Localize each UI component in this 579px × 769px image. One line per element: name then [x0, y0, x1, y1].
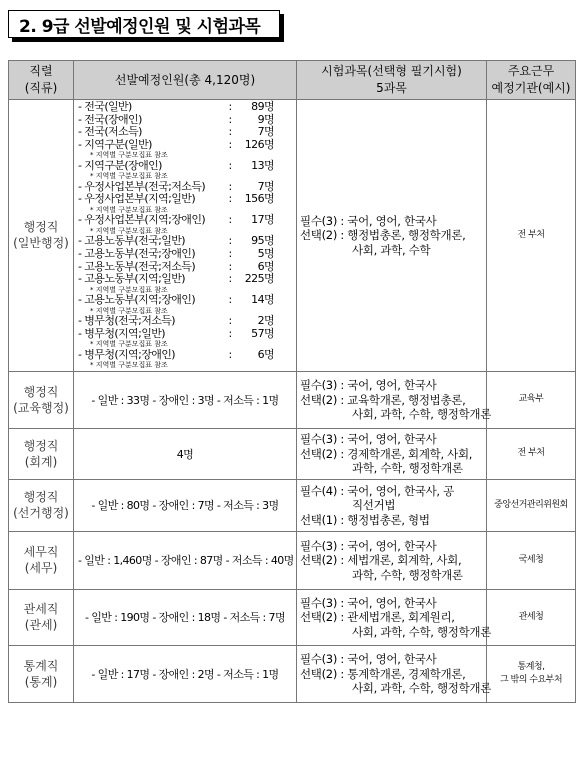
quota-cell: - 일반 : 190명 - 장애인 : 18명 - 저소득 : 7명 [74, 589, 297, 645]
job-name: 행정직 [23, 490, 59, 505]
quota-line [78, 160, 294, 173]
quota-name: - 지역구분(장애인) [78, 159, 162, 172]
quota-note: * 지역별 구분모집표 참조 [90, 226, 168, 235]
agency-name: 국세청 [518, 554, 544, 565]
quota-name: - 병무청(지역;장애인) [78, 348, 175, 361]
quota-colon: : [228, 100, 232, 113]
subject-continuation: 과학, 수학, 행정학개론 [352, 461, 463, 475]
agency-name: 그 밖의 수요부처 [499, 674, 563, 685]
header-subjects-line1: 시험과목(선택형 필기시험) [321, 64, 462, 78]
quota-colon: : [228, 259, 232, 273]
quota-note: * 지역별 구분모집표 참조 [90, 306, 168, 315]
agency-cell [487, 100, 576, 372]
agency-name: 통계청, [517, 661, 545, 672]
quota-count: 6명 [257, 259, 274, 273]
job-name: 행정직 [23, 220, 59, 235]
quota-name: - 전국(저소득) [78, 126, 142, 139]
table-row [9, 428, 576, 479]
subject-line: 선택(2) : 관세법개론, 회계원리, [300, 610, 455, 624]
quota-count: 2명 [257, 314, 274, 328]
job-name: 행정직 [23, 384, 59, 399]
subject-continuation: 사회, 과학, 수학, 행정학개론 [352, 681, 492, 695]
quota-line [78, 315, 294, 328]
agency-cell [487, 479, 576, 531]
quota-line [78, 248, 294, 261]
quota-colon: : [228, 272, 232, 286]
table-row [9, 589, 576, 645]
job-subtype: (교육행정) [13, 400, 69, 415]
quota-name: - 우정사업본부(지역;장애인) [78, 214, 206, 227]
quota-line [78, 214, 294, 227]
section-title: 2. 9급 선발예정인원 및 시험과목 [8, 10, 280, 38]
subjects-cell [297, 479, 487, 531]
quota-cell [74, 100, 297, 372]
quota-name: - 우정사업본부(전국;저소득) [78, 180, 206, 193]
subject-line: 필수(3) : 국어, 영어, 한국사 [300, 652, 437, 666]
header-agency-line2: 예정기관(예시) [491, 81, 571, 95]
subjects-cell [297, 100, 487, 372]
table-row [9, 371, 576, 428]
job-subtype: (관세) [24, 618, 58, 633]
quota-colon: : [228, 234, 232, 248]
subject-line: 필수(3) : 국어, 영어, 한국사 [300, 595, 437, 610]
subject-continuation: 사회, 과학, 수학, 행정학개론 [352, 624, 492, 639]
quota-count: 17명 [251, 213, 274, 227]
agency-cell [487, 371, 576, 428]
quota-line [78, 349, 294, 362]
quota-colon: : [228, 246, 232, 260]
header-subjects-line2: 5과목 [376, 81, 407, 95]
header-agency [487, 61, 576, 100]
job-cell [9, 589, 74, 645]
quota-line [78, 328, 294, 341]
job-cell [9, 479, 74, 531]
quota-name: - 고용노동부(전국;일반) [78, 235, 185, 248]
quota-cell: - 일반 : 80명 - 장애인 : 7명 - 저소득 : 3명 [74, 479, 297, 531]
job-name: 관세직 [23, 602, 59, 617]
quota-colon: : [228, 112, 232, 126]
agency-cell [487, 645, 576, 702]
quota-count: 14명 [251, 293, 274, 307]
quota-colon: : [228, 314, 232, 328]
job-name: 통계직 [23, 658, 59, 673]
agency-name: 교육부 [518, 394, 544, 405]
header-job-line1: 직렬 [29, 64, 53, 78]
job-subtype: (통계) [24, 674, 58, 689]
quota-name: - 고용노동부(지역;장애인) [78, 294, 196, 307]
subjects-cell [297, 645, 492, 702]
quota-name: - 전국(일반) [78, 101, 132, 113]
quota-line [78, 273, 294, 286]
quota-colon: : [228, 179, 232, 193]
quota-cell: - 일반 : 1,460명 - 장애인 : 87명 - 저소득 : 40명 [74, 531, 297, 589]
subjects-cell [297, 428, 487, 479]
header-agency-line1: 주요근무 [507, 64, 555, 78]
table-row [9, 100, 576, 372]
quota-count: 9명 [257, 112, 274, 126]
subject-continuation: 과학, 수학, 행정학개론 [352, 567, 463, 582]
quota-line [78, 126, 294, 139]
quota-count: 156명 [244, 192, 274, 206]
job-name: 세무직 [23, 545, 59, 560]
quota-cell: 4명 [74, 428, 297, 479]
quota-name: - 고용노동부(전국;장애인) [78, 247, 196, 260]
subject-line: 필수(3) : 국어, 영어, 한국사 [300, 538, 437, 553]
subject-line: 필수(3) : 국어, 영어, 한국사 [300, 378, 437, 392]
subject-continuation: 사회, 과학, 수학 [352, 242, 431, 257]
agency-cell [487, 531, 576, 589]
table-row [9, 531, 576, 589]
quota-count: 13명 [251, 158, 274, 172]
quota-line [78, 139, 294, 152]
agency-cell [487, 428, 576, 479]
header-job-line2: (직류) [24, 81, 58, 95]
subjects-cell [297, 531, 487, 589]
job-cell [9, 100, 74, 372]
subject-continuation: 사회, 과학, 수학, 행정학개론 [352, 407, 492, 421]
table-row [9, 479, 576, 531]
quota-name: - 우정사업본부(지역;일반) [78, 193, 196, 206]
quota-colon: : [228, 347, 232, 361]
quota-count: 5명 [257, 246, 274, 260]
quota-line [78, 294, 294, 307]
job-cell [9, 428, 74, 479]
subject-line: 선택(2) : 경제학개론, 회계학, 사회, [300, 446, 473, 461]
quota-count: 7명 [257, 179, 274, 193]
subject-continuation: 직선거법 [352, 498, 396, 512]
job-subtype: (세무) [24, 561, 58, 576]
quota-note: * 지역별 구분모집표 참조 [90, 361, 168, 370]
quota-count: 57명 [251, 326, 274, 340]
quota-cell: - 일반 : 33명 - 장애인 : 3명 - 저소득 : 1명 [74, 371, 297, 428]
header-job [9, 61, 74, 100]
header-quota: 선발예정인원(총 4,120명) [74, 61, 297, 100]
subject-line: 필수(4) : 국어, 영어, 한국사, 공 [300, 483, 454, 498]
job-subtype: (일반행정) [13, 236, 69, 251]
subject-line: 선택(2) : 세법개론, 회계학, 사회, [300, 553, 462, 567]
quota-name: - 병무청(지역;일반) [78, 327, 165, 340]
job-subtype: (선거행정) [13, 506, 69, 521]
table-row [9, 645, 576, 702]
job-cell [9, 531, 74, 589]
quota-name: - 전국(장애인) [78, 113, 142, 126]
quota-cell: - 일반 : 17명 - 장애인 : 2명 - 저소득 : 1명 [74, 645, 297, 702]
job-cell [9, 371, 74, 428]
quota-line [78, 193, 294, 206]
subject-line: 필수(3) : 국어, 영어, 한국사 [300, 213, 437, 228]
quota-name: - 고용노동부(지역;일반) [78, 273, 185, 286]
job-cell [9, 645, 74, 702]
subject-line: 선택(2) : 통계학개론, 경제학개론, [300, 666, 466, 681]
quota-note: * 지역별 구분모집표 참조 [90, 285, 168, 294]
subject-line: 선택(1) : 행정법총론, 형법 [300, 512, 430, 527]
quota-count: 95명 [251, 234, 274, 248]
recruitment-table [8, 60, 576, 703]
quota-note: * 지역별 구분모집표 참조 [90, 205, 168, 214]
quota-colon: : [228, 125, 232, 139]
quota-count: 89명 [251, 100, 274, 113]
header-subjects [297, 61, 487, 100]
quota-note: * 지역별 구분모집표 참조 [90, 172, 168, 181]
quota-count: 7명 [257, 125, 274, 139]
quota-name: - 고용노동부(전국;저소득) [78, 260, 196, 273]
quota-line [78, 101, 294, 114]
subject-line: 필수(3) : 국어, 영어, 한국사 [300, 432, 437, 446]
subject-line: 선택(2) : 행정법총론, 행정학개론, [300, 228, 466, 243]
agency-name: 전 부처 [517, 448, 545, 459]
quota-count: 225명 [244, 272, 274, 286]
quota-colon: : [228, 192, 232, 206]
agency-name: 전 부처 [517, 229, 545, 240]
quota-name: - 지역구분(일반) [78, 138, 152, 151]
subjects-cell [297, 371, 492, 428]
quota-colon: : [228, 137, 232, 151]
subjects-cell [297, 589, 492, 645]
subject-line: 선택(2) : 교육학개론, 행정법총론, [300, 392, 466, 407]
quota-name: - 병무청(전국;저소득) [78, 315, 175, 328]
quota-colon: : [228, 326, 232, 340]
agency-name: 중앙선거관리위원회 [494, 499, 568, 510]
quota-count: 126명 [244, 137, 274, 151]
job-subtype: (회계) [24, 454, 58, 469]
table-body [9, 100, 576, 703]
quota-colon: : [228, 213, 232, 227]
quota-note: * 지역별 구분모집표 참조 [90, 340, 168, 349]
quota-count: 6명 [257, 347, 274, 361]
quota-colon: : [228, 293, 232, 307]
agency-cell [487, 589, 576, 645]
quota-note: * 지역별 구분모집표 참조 [90, 151, 168, 160]
quota-colon: : [228, 158, 232, 172]
job-name: 행정직 [23, 438, 59, 453]
table-header-row [9, 61, 576, 100]
agency-name: 관세청 [518, 611, 544, 622]
